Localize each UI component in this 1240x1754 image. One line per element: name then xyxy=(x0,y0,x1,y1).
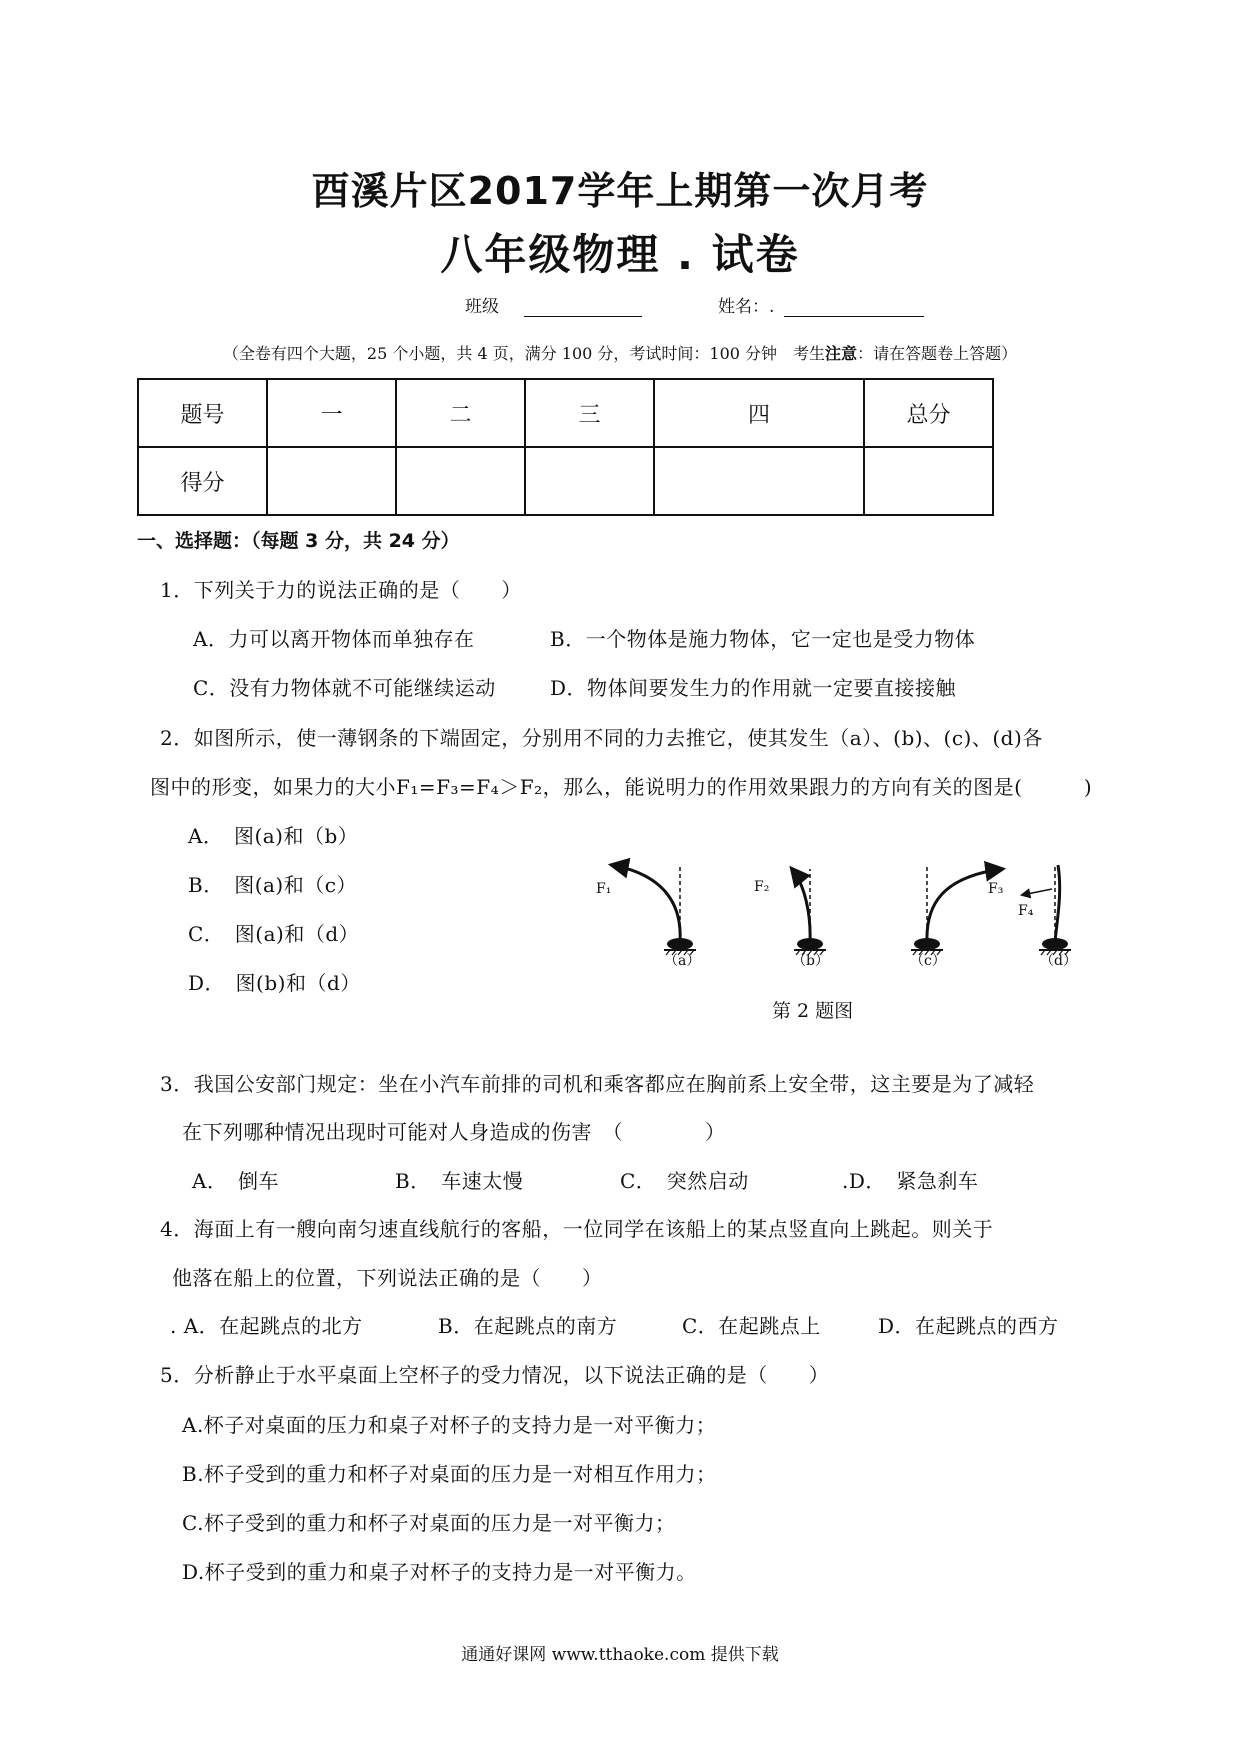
score-blank-cell[interactable] xyxy=(525,447,654,515)
score-row-label: 得分 xyxy=(138,447,267,515)
force-label-f4: F₄ xyxy=(1018,903,1034,919)
question-5-stem: 5．分析静止于水平桌面上空杯子的受力情况，以下说法正确的是（ ） xyxy=(160,1363,830,1387)
question-2-stem-line1: 2．如图所示，使一薄钢条的下端固定，分别用不同的力去推它，使其发生（a）、(b)、(c)、(d)各 xyxy=(160,726,1043,750)
score-cell: 总分 xyxy=(864,379,993,447)
name-field xyxy=(718,292,924,317)
score-table-score-row xyxy=(138,447,993,515)
question-2-figure xyxy=(570,855,1110,975)
figure-panel-a xyxy=(596,865,700,969)
exam-subtitle: 八年级物理 . 试卷 xyxy=(440,230,800,279)
question-5-option-d: D.杯子受到的重力和桌子对杯子的支持力是一对平衡力。 xyxy=(182,1560,697,1584)
question-4-option-b: B．在起跳点的南方 xyxy=(438,1314,618,1338)
figure-caption: 第 2 题图 xyxy=(772,1000,854,1022)
score-blank-cell[interactable] xyxy=(864,447,993,515)
class-blank xyxy=(524,298,642,317)
figure-panel-c xyxy=(910,867,1003,969)
question-5-option-c: C.杯子受到的重力和杯子对桌面的压力是一对平衡力； xyxy=(182,1511,676,1535)
question-1-option-a: A．力可以离开物体而单独存在 xyxy=(193,627,475,651)
question-3-stem-line1: 3．我国公安部门规定：坐在小汽车前排的司机和乘客都应在胸前系上安全带，这主要是为了减轻 xyxy=(160,1072,1035,1096)
panel-label-a: （a） xyxy=(664,953,701,969)
question-4-option-d: D．在起跳点的西方 xyxy=(878,1314,1059,1338)
question-4-stem-line1: 4．海面上有一艘向南匀速直线航行的客船，一位同学在该船上的某点竖直向上跳起。则关于 xyxy=(160,1217,994,1241)
class-label: 班级 xyxy=(465,297,499,317)
name-blank xyxy=(784,298,924,317)
question-5-option-b: B.杯子受到的重力和杯子对桌面的压力是一对相互作用力； xyxy=(182,1462,717,1486)
score-cell: 题号 xyxy=(138,379,267,447)
panel-label-b: （b） xyxy=(792,953,829,969)
force-label-f1: F₁ xyxy=(596,881,612,897)
section-heading: 一、选择题：（每题 3 分，共 24 分） xyxy=(137,530,460,552)
score-blank-cell[interactable] xyxy=(396,447,525,515)
figure-panel-b xyxy=(754,869,829,969)
score-cell: 四 xyxy=(654,379,864,447)
exam-title: 酉溪片区2017学年上期第一次月考 xyxy=(311,169,929,213)
score-blank-cell[interactable] xyxy=(654,447,864,515)
question-3-option-a: A． 倒车 xyxy=(192,1169,279,1193)
score-cell: 三 xyxy=(525,379,654,447)
name-label: 姓名：. xyxy=(718,297,775,317)
score-table xyxy=(137,378,994,516)
question-2-option-a: A． 图(a)和（b） xyxy=(188,824,359,848)
question-2-stem-line2: 图中的形变，如果力的大小F₁=F₃=F₄＞F₂，那么，能说明力的作用效果跟力的方向有关的图是( ) xyxy=(150,775,1093,799)
question-4-stem-line2: 他落在船上的位置，下列说法正确的是（ ） xyxy=(172,1266,603,1290)
panel-label-d: （d） xyxy=(1040,953,1077,969)
question-2-option-b: B． 图(a)和（c） xyxy=(188,873,357,897)
question-1-option-b: B．一个物体是施力物体，它一定也是受力物体 xyxy=(550,627,976,651)
question-5-option-a: A.杯子对桌面的压力和桌子对杯子的支持力是一对平衡力； xyxy=(182,1413,717,1437)
question-4-option-a: . A．在起跳点的北方 xyxy=(170,1314,363,1338)
class-field xyxy=(465,292,642,317)
question-1-option-c: C．没有力物体就不可能继续运动 xyxy=(193,676,496,700)
question-3-stem-line2: 在下列哪种情况出现时可能对人身造成的伤害 （ ） xyxy=(182,1120,726,1144)
question-3-option-d: .D． 紧急刹车 xyxy=(842,1169,979,1193)
question-1-stem: 1．下列关于力的说法正确的是（ ） xyxy=(160,578,522,602)
page-footer: 通通好课网 www.tthaoke.com 提供下载 xyxy=(461,1645,779,1665)
question-3-option-c: C． 突然启动 xyxy=(620,1169,749,1193)
force-label-f3: F₃ xyxy=(988,881,1004,897)
question-3-option-b: B． 车速太慢 xyxy=(395,1169,524,1193)
question-1-option-d: D．物体间要发生力的作用就一定要直接接触 xyxy=(550,676,957,700)
exam-instructions: （全卷有四个大题，25 个小题，共 4 页，满分 100 分，考试时间：100 分钟 考生注意：请在答题卷上答题） xyxy=(222,344,1018,363)
score-cell: 一 xyxy=(267,379,396,447)
question-4-option-c: C．在起跳点上 xyxy=(682,1314,821,1338)
score-blank-cell[interactable] xyxy=(267,447,396,515)
question-2-option-c: C． 图(a)和（d） xyxy=(188,922,360,946)
score-table-header-row xyxy=(138,379,993,447)
figure-panel-d xyxy=(1018,865,1077,969)
panel-label-c: （c） xyxy=(910,953,946,969)
force-label-f2: F₂ xyxy=(754,879,770,895)
question-2-option-d: D． 图(b)和（d） xyxy=(188,971,361,995)
score-cell: 二 xyxy=(396,379,525,447)
